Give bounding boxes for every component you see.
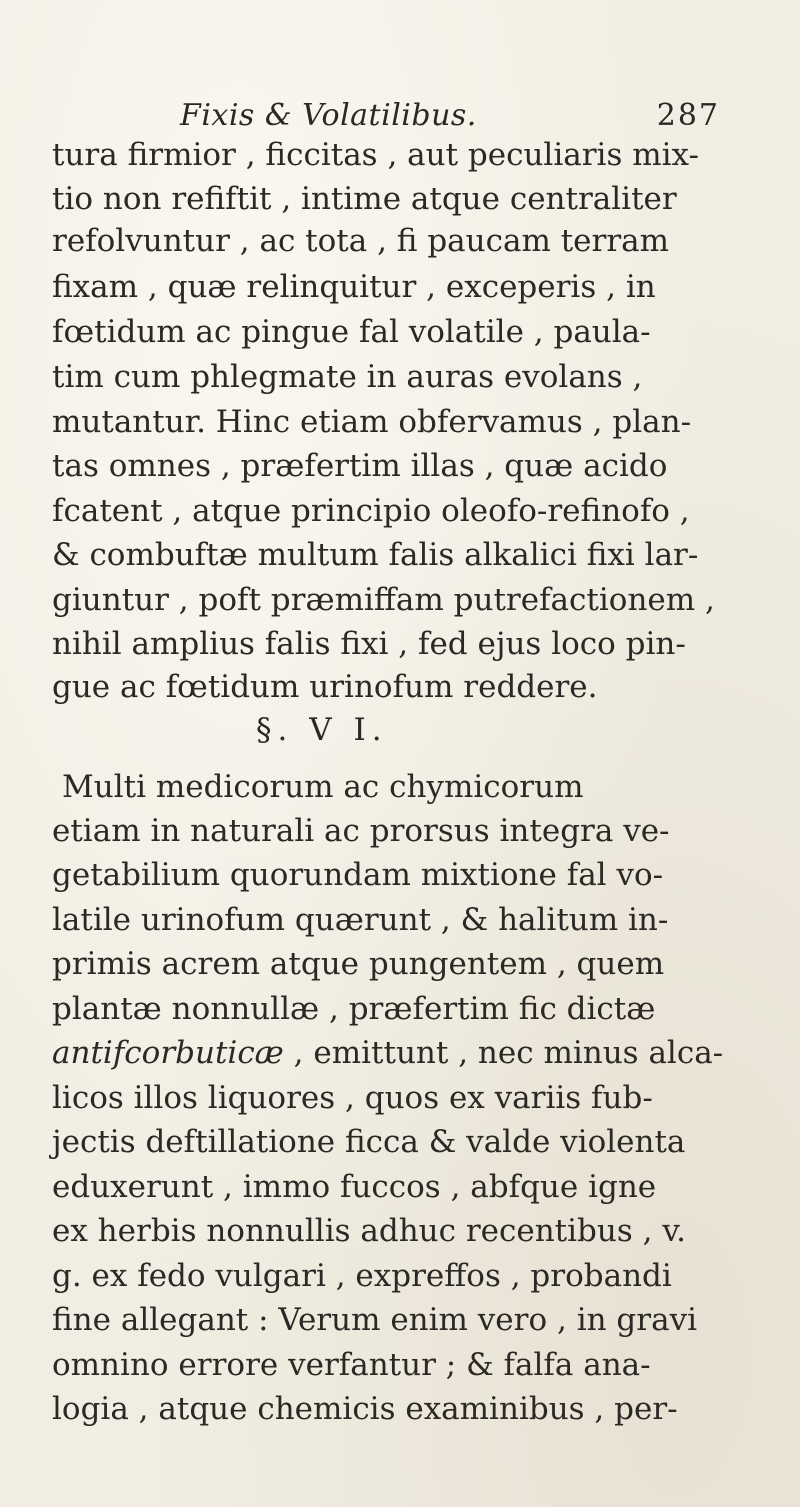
text-line: mutantur. Hinc etiam obfervamus , plan- [52, 404, 692, 440]
text-line: eduxerunt , immo fuccos , abfque igne [52, 1169, 657, 1205]
text-line: etiam in naturali ac prorsus integra ve- [52, 813, 670, 849]
text-line: licos illos liquores , quos ex variis fub- [52, 1080, 653, 1116]
running-title: Fixis & Volatilibus. [180, 98, 477, 133]
text-line [52, 1034, 723, 1072]
italic-term: antifcorbuticæ [52, 1035, 284, 1071]
text-line: Multi medicorum ac chymicorum [62, 769, 584, 805]
text-line: fcatent , atque principio oleofo-refinofo , [52, 493, 690, 529]
text-line: giuntur , poft præmiffam putrefactionem , [52, 582, 715, 618]
text-line: tas omnes , præfertim illas , quæ acido [52, 448, 668, 484]
page-number: 287 [656, 98, 720, 133]
text-line: refolvuntur , ac tota , fi paucam terram [52, 223, 670, 259]
text-line: fœtidum ac pingue fal volatile , paula- [52, 314, 651, 350]
text-line: g. ex fedo vulgari , expreffos , probandi [52, 1258, 672, 1294]
text-line: ex herbis nonnullis adhuc recentibus , v. [52, 1213, 687, 1249]
text-line: latile urinofum quærunt , & halitum in- [52, 902, 669, 938]
text-line: logia , atque chemicis examinibus , per- [52, 1391, 678, 1427]
text-line: fixam , quæ relinquitur , exceperis , in [52, 269, 656, 305]
text-line: fine allegant : Verum enim vero , in gravi [52, 1302, 698, 1338]
text-line-rest: , emittunt , nec minus alca- [283, 1035, 724, 1071]
text-line: tim cum phlegmate in auras evolans , [52, 359, 643, 395]
text-line: primis acrem atque pungentem , quem [52, 946, 665, 982]
text-line: & combuftæ multum falis alkalici fixi lar- [52, 537, 699, 573]
text-line: tio non refiftit , intime atque centraliter [52, 181, 677, 217]
text-line: jectis deftillatione ficca & valde violenta [52, 1124, 686, 1160]
text-line: nihil amplius falis fixi , fed ejus loco pin- [52, 626, 686, 662]
text-line: gue ac fœtidum urinofum reddere. [52, 669, 598, 705]
text-line: omnino errore verfantur ; & falfa ana- [52, 1347, 651, 1383]
text-line: tura firmior , ficcitas , aut peculiaris mix- [52, 137, 699, 173]
text-line: plantæ nonnullæ , præfertim fic dictæ [52, 991, 656, 1027]
section-heading: §. V I. [256, 712, 388, 748]
text-line: getabilium quorundam mixtione fal vo- [52, 857, 664, 893]
